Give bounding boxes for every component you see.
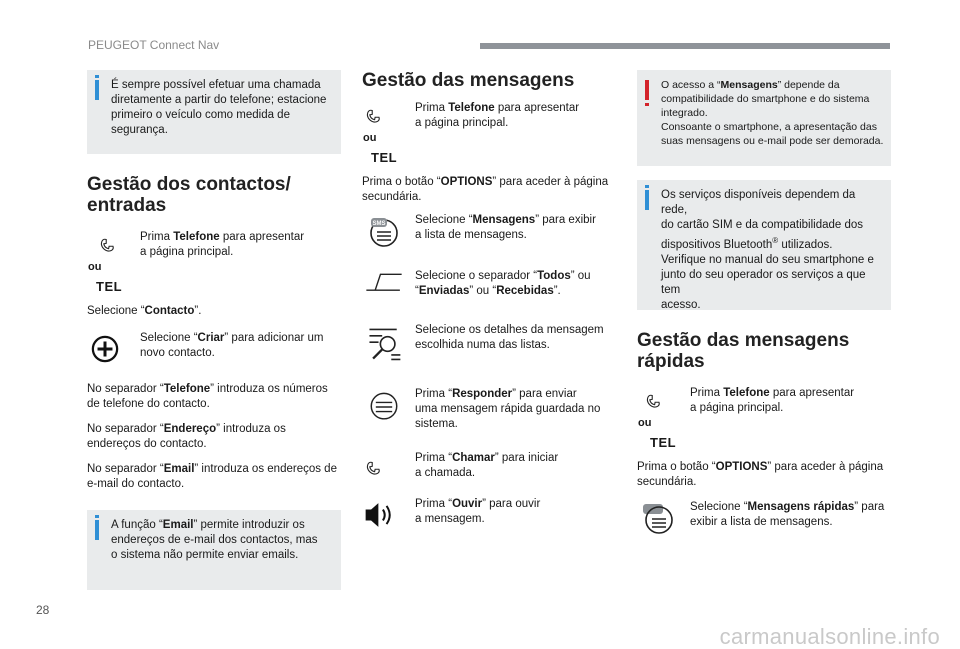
phone-step	[362, 101, 616, 163]
info-icon	[95, 80, 99, 100]
mensagens-step	[362, 213, 616, 261]
info-note-call: É sempre possível efetuar uma chamada diretamente a partir do telefone; estacione primeiro o veículo como medida de segurança.	[87, 70, 341, 154]
phone-step	[637, 386, 891, 448]
ouvir-text: Prima “Ouvir” para ouvir a mensagem.	[415, 498, 541, 525]
p-email: No separador “Email” introduza os endereços de e-mail do contacto.	[87, 463, 337, 490]
chamar-text: Prima “Chamar” para iniciar a chamada.	[415, 452, 559, 479]
ou-label: ou	[638, 417, 652, 429]
svg-text:SMS: SMS	[372, 221, 386, 227]
chamar-step	[362, 451, 616, 497]
info-icon	[645, 190, 649, 210]
phone-step	[87, 230, 341, 292]
watermark: carmanualsonline.info	[719, 624, 940, 649]
responder-text: Prima “Responder” para enviar uma mensagem rápida guardada no sistema.	[415, 388, 601, 430]
header-title: PEUGEOT Connect Nav	[88, 38, 220, 52]
criar-text: Selecione “Criar” para adicionar um novo contacto.	[140, 332, 324, 359]
mensagens-text: Selecione “Mensagens” para exibir a lista de mensagens.	[415, 214, 596, 241]
phone-icon	[99, 232, 129, 258]
reply-message-icon	[364, 391, 404, 423]
ou-label: ou	[363, 132, 377, 144]
responder-step	[362, 387, 616, 447]
heading-messages: Gestão das mensagens	[362, 70, 575, 91]
column-messages	[362, 70, 616, 537]
info-note-email: A função “Email” permite introduzir os endereços de e-mail dos contactos, mas o sistema não permite enviar emails.	[87, 510, 341, 590]
todos-text: Selecione o separador “Todos” ou “Enviadas” ou “Recebidas”.	[415, 270, 591, 297]
rapidas-step	[637, 500, 891, 540]
phone-icon	[365, 103, 395, 129]
page-number: 28	[36, 603, 50, 617]
rapidas-text: Selecione “Mensagens rápidas” para exibir a lista de mensagens.	[690, 501, 885, 528]
options-step: Prima o botão “OPTIONS” para aceder à página secundária.	[362, 176, 609, 203]
phone-step-text: Prima Telefone para apresentar a página principal.	[415, 102, 580, 129]
tel-button-label: TEL	[371, 150, 398, 165]
message-details-icon	[364, 323, 404, 365]
quick-messages-icon	[637, 502, 681, 536]
phone-icon	[365, 455, 395, 481]
column-quick-messages	[637, 70, 891, 540]
column-contacts	[87, 70, 341, 590]
phone-icon	[645, 388, 675, 414]
warning-note-messages: O acesso a “Mensagens” depende da compatibilidade do smartphone e do sistema integrado. Consoante o smartphone, a apresentação das suas mensagens ou e-mail pode ser demorada.	[637, 70, 891, 166]
sms-messages-icon	[362, 215, 406, 249]
detalhes-text: Selecione os detalhes da mensagem escolhida numa das listas.	[415, 324, 604, 351]
add-circle-icon	[91, 335, 119, 363]
tab-selector-icon	[362, 269, 406, 299]
phone-step-text: Prima Telefone para apresentar a página principal.	[140, 231, 305, 258]
ouvir-step	[362, 497, 616, 537]
ou-label: ou	[88, 261, 102, 273]
info-note-services: Os serviços disponíveis dependem da rede, do cartão SIM e da compatibilidade dos dispositivos Bluetooth® utilizados. Verifique no manual do seu smartphone e junto do seu operador os serviços a que tem acesso.	[637, 180, 891, 310]
phone-step-text: Prima Telefone para apresentar a página principal.	[690, 387, 855, 414]
warning-icon	[645, 80, 649, 100]
info-icon	[95, 520, 99, 540]
detalhes-step	[362, 323, 616, 387]
header-bar	[480, 43, 890, 49]
heading-contacts: Gestão dos contactos/ entradas	[87, 174, 291, 216]
p-endereco: No separador “Endereço” introduza os endereços do contacto.	[87, 423, 286, 450]
options-step: Prima o botão “OPTIONS” para aceder à página secundária.	[637, 461, 884, 488]
tel-button-label: TEL	[650, 435, 677, 450]
select-contacto: Selecione “Contacto”.	[87, 305, 202, 317]
speaker-icon	[362, 499, 402, 531]
criar-step	[87, 331, 341, 373]
tel-button-label: TEL	[96, 279, 123, 294]
todos-step	[362, 269, 616, 319]
heading-quick-messages: Gestão das mensagens rápidas	[637, 330, 850, 372]
p-telefone: No separador “Telefone” introduza os números de telefone do contacto.	[87, 383, 328, 410]
